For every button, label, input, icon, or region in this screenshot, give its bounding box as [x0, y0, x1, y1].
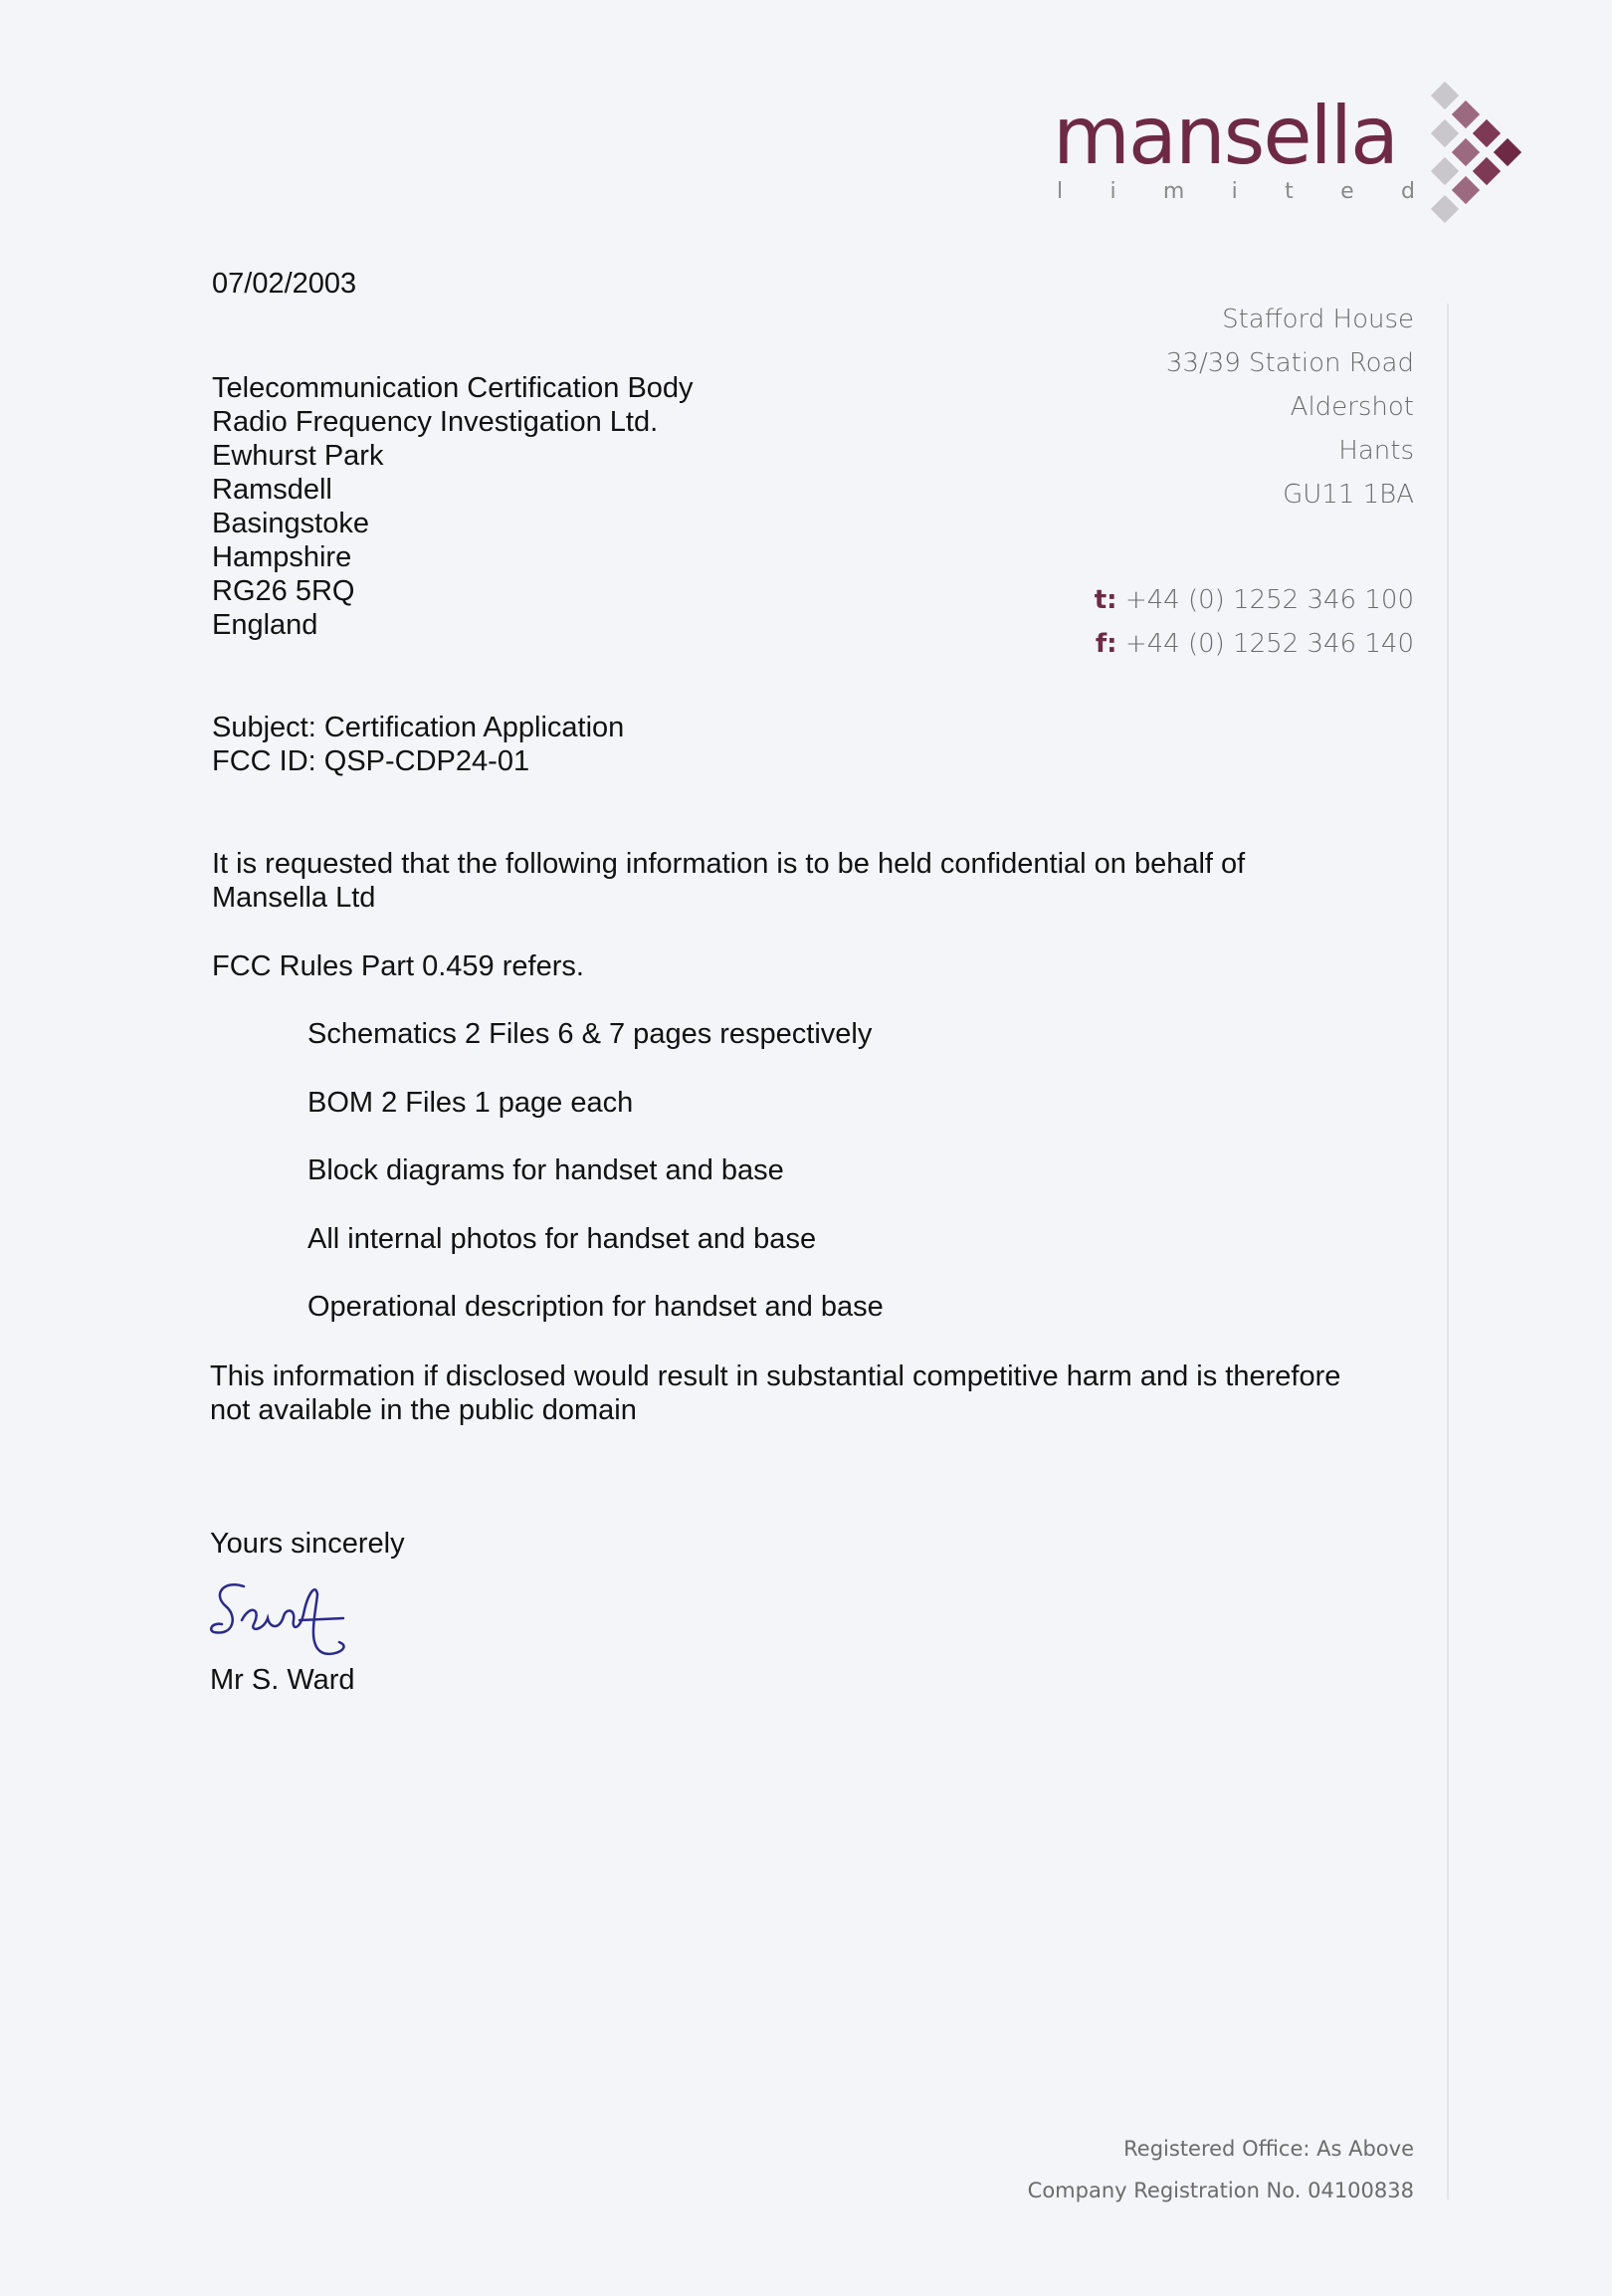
logo-letter: i: [1231, 179, 1238, 204]
registered-office: Registered Office: As Above: [1123, 2137, 1414, 2161]
fcc-id: FCC ID: QSP-CDP24-01: [212, 745, 530, 777]
address-line: Aldershot: [1290, 392, 1414, 422]
logo-letter: m: [1162, 179, 1185, 204]
margin-rule: [1447, 304, 1449, 2199]
logo-diamond: [1452, 176, 1480, 204]
logo-letter: e: [1340, 179, 1354, 204]
footer: [1028, 2128, 1414, 2211]
request-paragraph: It is requested that the following information is to be held confidential on behalf of Mansella Ltd: [212, 848, 1246, 914]
subject-line: Subject: Certification Application: [212, 712, 625, 743]
address-line: GU11 1BA: [1283, 480, 1414, 510]
logo-wordmark: mansella: [1053, 90, 1398, 182]
address-line: Hants: [1338, 436, 1414, 466]
logo-diamond: [1431, 82, 1459, 109]
phone-line: t: +44 (0) 1252 346 100: [1094, 585, 1414, 615]
company-registration: Company Registration No. 04100838: [1027, 2179, 1414, 2202]
recipient-address: Telecommunication Certification Body Radio Frequency Investigation Ltd. Ewhurst Park Ramsdell Basingstoke Hampshire RG26 5RQ England: [212, 372, 694, 641]
logo-diamond: [1473, 119, 1501, 147]
address-line: 33/39 Station Road: [1165, 348, 1414, 378]
diamond-logo-icon: [1431, 82, 1530, 237]
logo-diamond: [1431, 119, 1459, 147]
sender-address: [1166, 298, 1414, 517]
logo-diamond: [1452, 138, 1480, 166]
confidential-item: BOM 2 Files 1 page each: [307, 1087, 634, 1119]
signature: [204, 1574, 363, 1674]
logo-letter: t: [1285, 179, 1294, 204]
confidential-item: All internal photos for handset and base: [307, 1223, 817, 1255]
logo-diamond: [1431, 195, 1459, 223]
logo-diamond: [1473, 157, 1501, 185]
logo-subtitle: [1057, 179, 1415, 204]
closing-paragraph: This information if disclosed would result in substantial competitive harm and is therefore not available in the public domain: [210, 1360, 1341, 1426]
logo-letter: i: [1109, 179, 1116, 204]
logo-diamond: [1452, 101, 1480, 128]
subject-block: [212, 711, 624, 778]
logo-diamond: [1431, 157, 1459, 185]
signatory-name: Mr S. Ward: [210, 1664, 355, 1696]
logo-diamond: [1494, 138, 1521, 166]
letter-date: 07/02/2003: [212, 268, 357, 300]
confidential-item: Schematics 2 Files 6 & 7 pages respectively: [307, 1018, 873, 1050]
logo-letter: d: [1400, 179, 1415, 204]
fax-line: f: +44 (0) 1252 346 140: [1095, 629, 1414, 659]
salutation: Yours sincerely: [210, 1528, 405, 1560]
rules-reference: FCC Rules Part 0.459 refers.: [212, 950, 584, 982]
contact-numbers: [1095, 578, 1414, 666]
logo-letter: l: [1057, 179, 1064, 204]
confidential-item: Operational description for handset and base: [307, 1291, 884, 1323]
confidential-item: Block diagrams for handset and base: [307, 1154, 784, 1186]
address-line: Stafford House: [1222, 305, 1414, 334]
